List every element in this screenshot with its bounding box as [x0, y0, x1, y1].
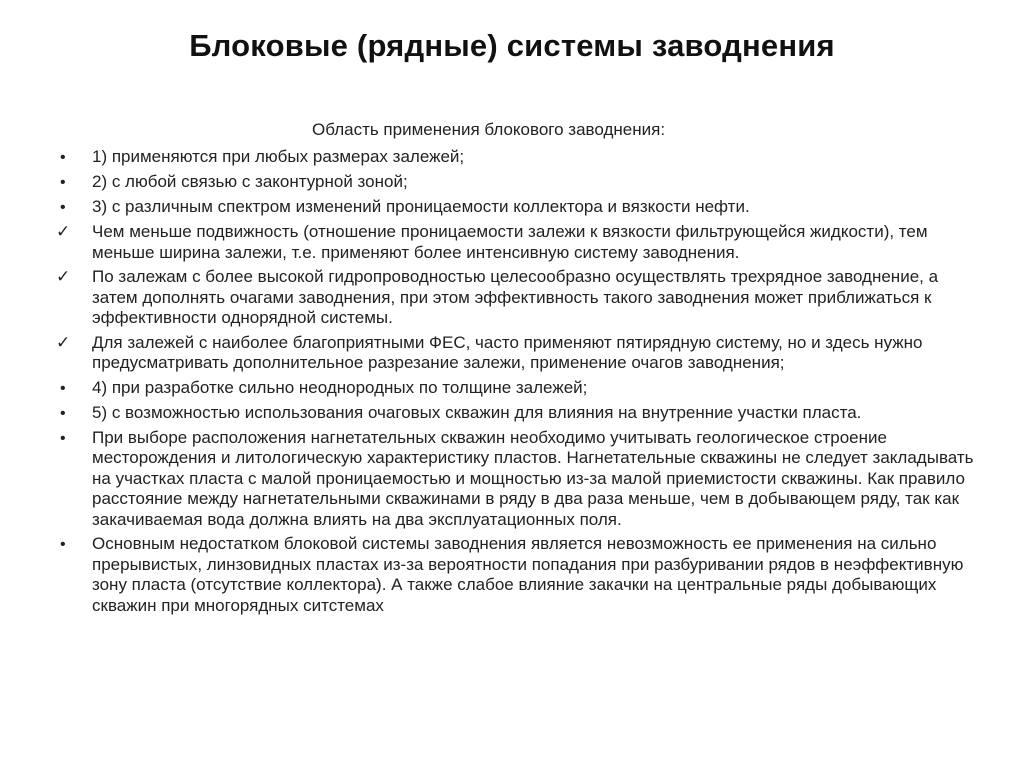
list-item [56, 222, 986, 263]
bullet-icon: • [60, 404, 66, 422]
list-item-text: 2) с любой связью с законтурной зоной; [92, 172, 408, 191]
list-item [56, 534, 986, 616]
list-item-text: 4) при разработке сильно неоднородных по толщине залежей; [92, 377, 588, 397]
slide-subtitle: Область применения блокового заводнения: [312, 120, 666, 139]
list-item [56, 267, 986, 329]
list-item-text: По залежам с более высокой гидропроводностью целесообразно осуществлять трехрядное заводнение, а затем дополнять очагами заводнения, при этом эффективность такого заводнения может приближаться к эффективности однорядной системы. [92, 267, 939, 327]
bullet-icon: • [60, 199, 66, 216]
bullet-icon: • [60, 536, 66, 553]
slide-title: Блоковые (рядные) системы заводнения [189, 28, 835, 63]
list-item-text: 5) с возможностью использования очаговых скважин для влияния на внутренние участки пласта. [92, 402, 862, 422]
list-item-text: Для залежей с наиболее благоприятными ФЕС, часто применяют пятирядную систему, но и здесь нужно предусматривать дополнительное разрезание залежи, применение очагов заводнения; [92, 332, 923, 372]
list-item [56, 378, 986, 399]
list-item-text: 3) с различным спектром изменений проницаемости коллектора и вязкости нефти. [92, 197, 750, 216]
checkmark-icon: ✓ [56, 222, 71, 242]
list-item [56, 197, 986, 218]
bullet-icon: • [60, 174, 66, 191]
bullet-icon: • [60, 429, 66, 447]
list-item [56, 333, 986, 374]
list-item [56, 172, 986, 193]
list-item-text: При выборе расположения нагнетательных скважин необходимо учитывать геологическое строение месторождения и литологическую характеристику пластов. Нагнетательные скважины не следует закладывать на участках пласта с малой проницаемостью и мощностью из-за малой приемистости скважины. Как правило расстояние между нагнетательными скважинами в ряду в два раза меньше, чем в добывающем ряду, так как закачиваемая вода должна влиять на два эксплуатационных поля. [92, 427, 974, 529]
bullet-icon: • [60, 379, 66, 397]
bullet-list [56, 147, 986, 620]
list-item-text: Чем меньше подвижность (отношение проницаемости залежи к вязкости фильтрующейся жидкости), тем меньше ширина залежи, т.е. применяют более интенсивную систему заводнения. [92, 222, 928, 262]
list-item-text: 1) применяются при любых размерах залежей; [92, 147, 465, 166]
bullet-icon: • [60, 149, 66, 166]
checkmark-icon: ✓ [56, 267, 71, 287]
list-item [56, 147, 986, 168]
checkmark-icon: ✓ [56, 332, 71, 353]
list-item [56, 403, 986, 424]
list-item-text: Основным недостатком блоковой системы заводнения является невозможность ее применения на сильно прерывистых, линзовидных пластах из-за вероятности попадания при разбуривании рядов в неэффективную зону пласта (отсутствие коллектора). А также слабое влияние закачки на центральные ряды добывающих скважин при многорядных ситстемах [92, 534, 964, 615]
list-item [56, 428, 986, 531]
